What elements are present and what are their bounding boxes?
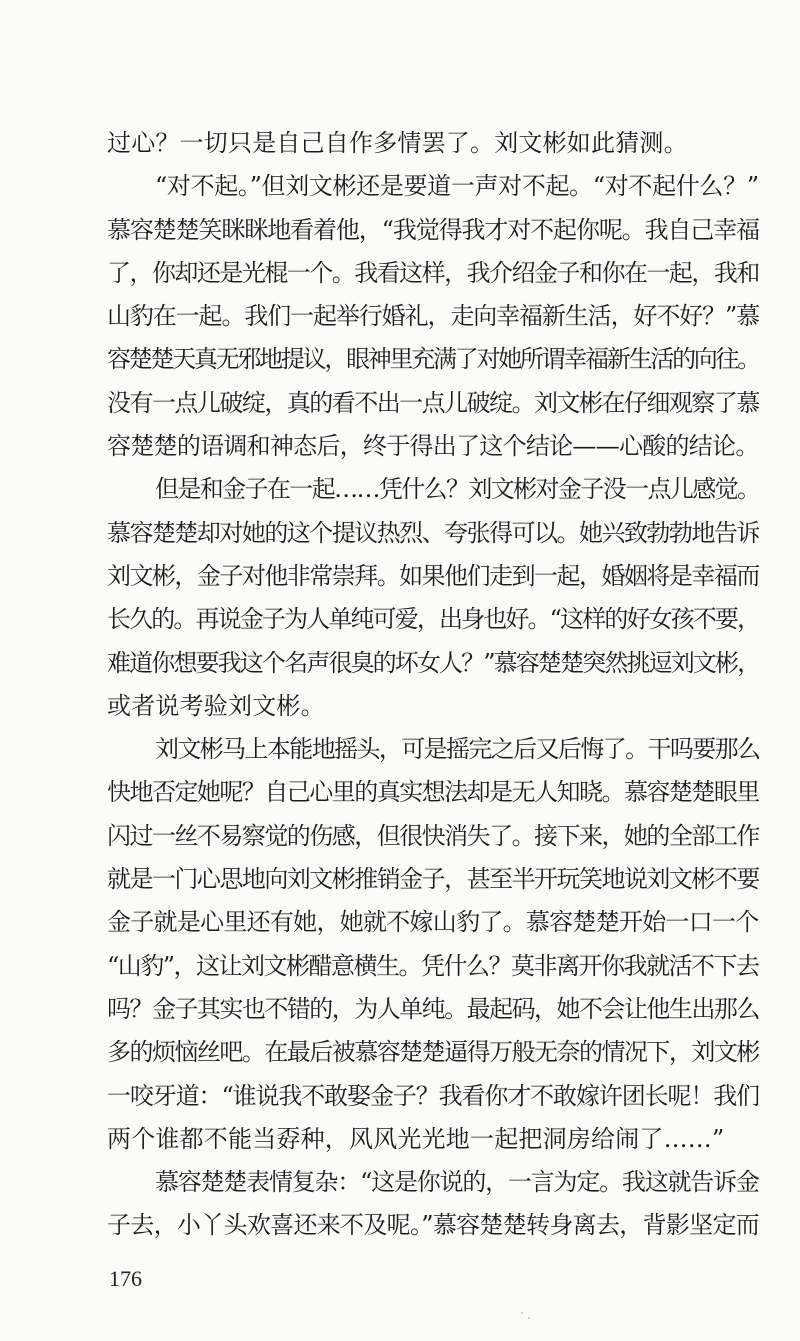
text-line: 刘文彬马上本能地摇头，可是摇完之后又后悔了。干吗要那么 (155, 735, 759, 764)
text-line: 了，你却还是光棍一个。我看这样，我介绍金子和你在一起，我和 (107, 258, 759, 287)
text-line: 子去，小丫头欢喜还来不及呢。”慕容楚楚转身离去，背影坚定而 (107, 1211, 759, 1240)
text-line: 金子就是心里还有她，她就不嫁山豹了。慕容楚楚开始一口一个 (107, 908, 759, 937)
text-line: “对不起。”但刘文彬还是要道一声对不起。“对不起什么？” (155, 172, 759, 201)
text-line: 快地否定她呢？自己心里的真实想法却是无人知晓。慕容楚楚眼里 (107, 778, 759, 807)
text-line: 长久的。再说金子为人单纯可爱，出身也好。“这样的好女孩不要， (107, 605, 759, 634)
text-line: 慕容楚楚笑眯眯地看着他，“我觉得我才对不起你呢。我自己幸福 (107, 215, 759, 244)
text-line: 多的烦恼丝吧。在最后被慕容楚楚逼得万般无奈的情况下，刘文彬 (107, 1038, 759, 1067)
text-line: 容楚楚的语调和神态后，终于得出了这个结论——心酸的结论。 (107, 432, 759, 461)
text-line: 没有一点儿破绽，真的看不出一点儿破绽。刘文彬在仔细观察了慕 (107, 388, 759, 417)
text-line: 或者说考验刘文彬。 (107, 691, 325, 720)
text-line: 闪过一丝不易察觉的伤感，但很快消失了。接下来，她的全部工作 (107, 821, 759, 850)
text-line: 吗？金子其实也不错的，为人单纯。最起码，她不会让他生出那么 (107, 994, 759, 1023)
text-line: 慕容楚楚表情复杂：“这是你说的，一言为定。我这就告诉金 (155, 1168, 759, 1197)
text-line: 难道你想要我这个名声很臭的坏女人？”慕容楚楚突然挑逗刘文彬， (107, 648, 759, 677)
page-number: 176 (109, 1266, 142, 1291)
body-text (107, 122, 759, 1248)
text-line: 一咬牙道：“谁说我不敢娶金子？我看你才不敢嫁许团长呢！我们 (107, 1081, 759, 1110)
scan-speck (528, 1317, 530, 1319)
text-line: 刘文彬，金子对他非常崇拜。如果他们走到一起，婚姻将是幸福而 (107, 561, 759, 590)
text-line: 就是一门心思地向刘文彬推销金子，甚至半开玩笑地说刘文彬不要 (107, 865, 759, 894)
scan-speck (521, 1312, 523, 1314)
text-line: 慕容楚楚却对她的这个提议热烈、夸张得可以。她兴致勃勃地告诉 (107, 518, 759, 547)
text-line: 两个谁都不能当孬种，风风光光地一起把洞房给闹了……” (107, 1124, 725, 1153)
text-line: 但是和金子在一起……凭什么？刘文彬对金子没一点儿感觉。 (155, 475, 759, 504)
text-line: 容楚楚天真无邪地提议，眼神里充满了对她所谓幸福新生活的向往。 (107, 345, 759, 374)
text-line: 过心？一切只是自己自作多情罢了。刘文彬如此猜测。 (107, 129, 688, 157)
text-line: “山豹”，这让刘文彬醋意横生。凭什么？莫非离开你我就活不下去 (107, 951, 759, 980)
text-line: 山豹在一起。我们一起举行婚礼，走向幸福新生活，好不好？”慕 (107, 302, 759, 331)
